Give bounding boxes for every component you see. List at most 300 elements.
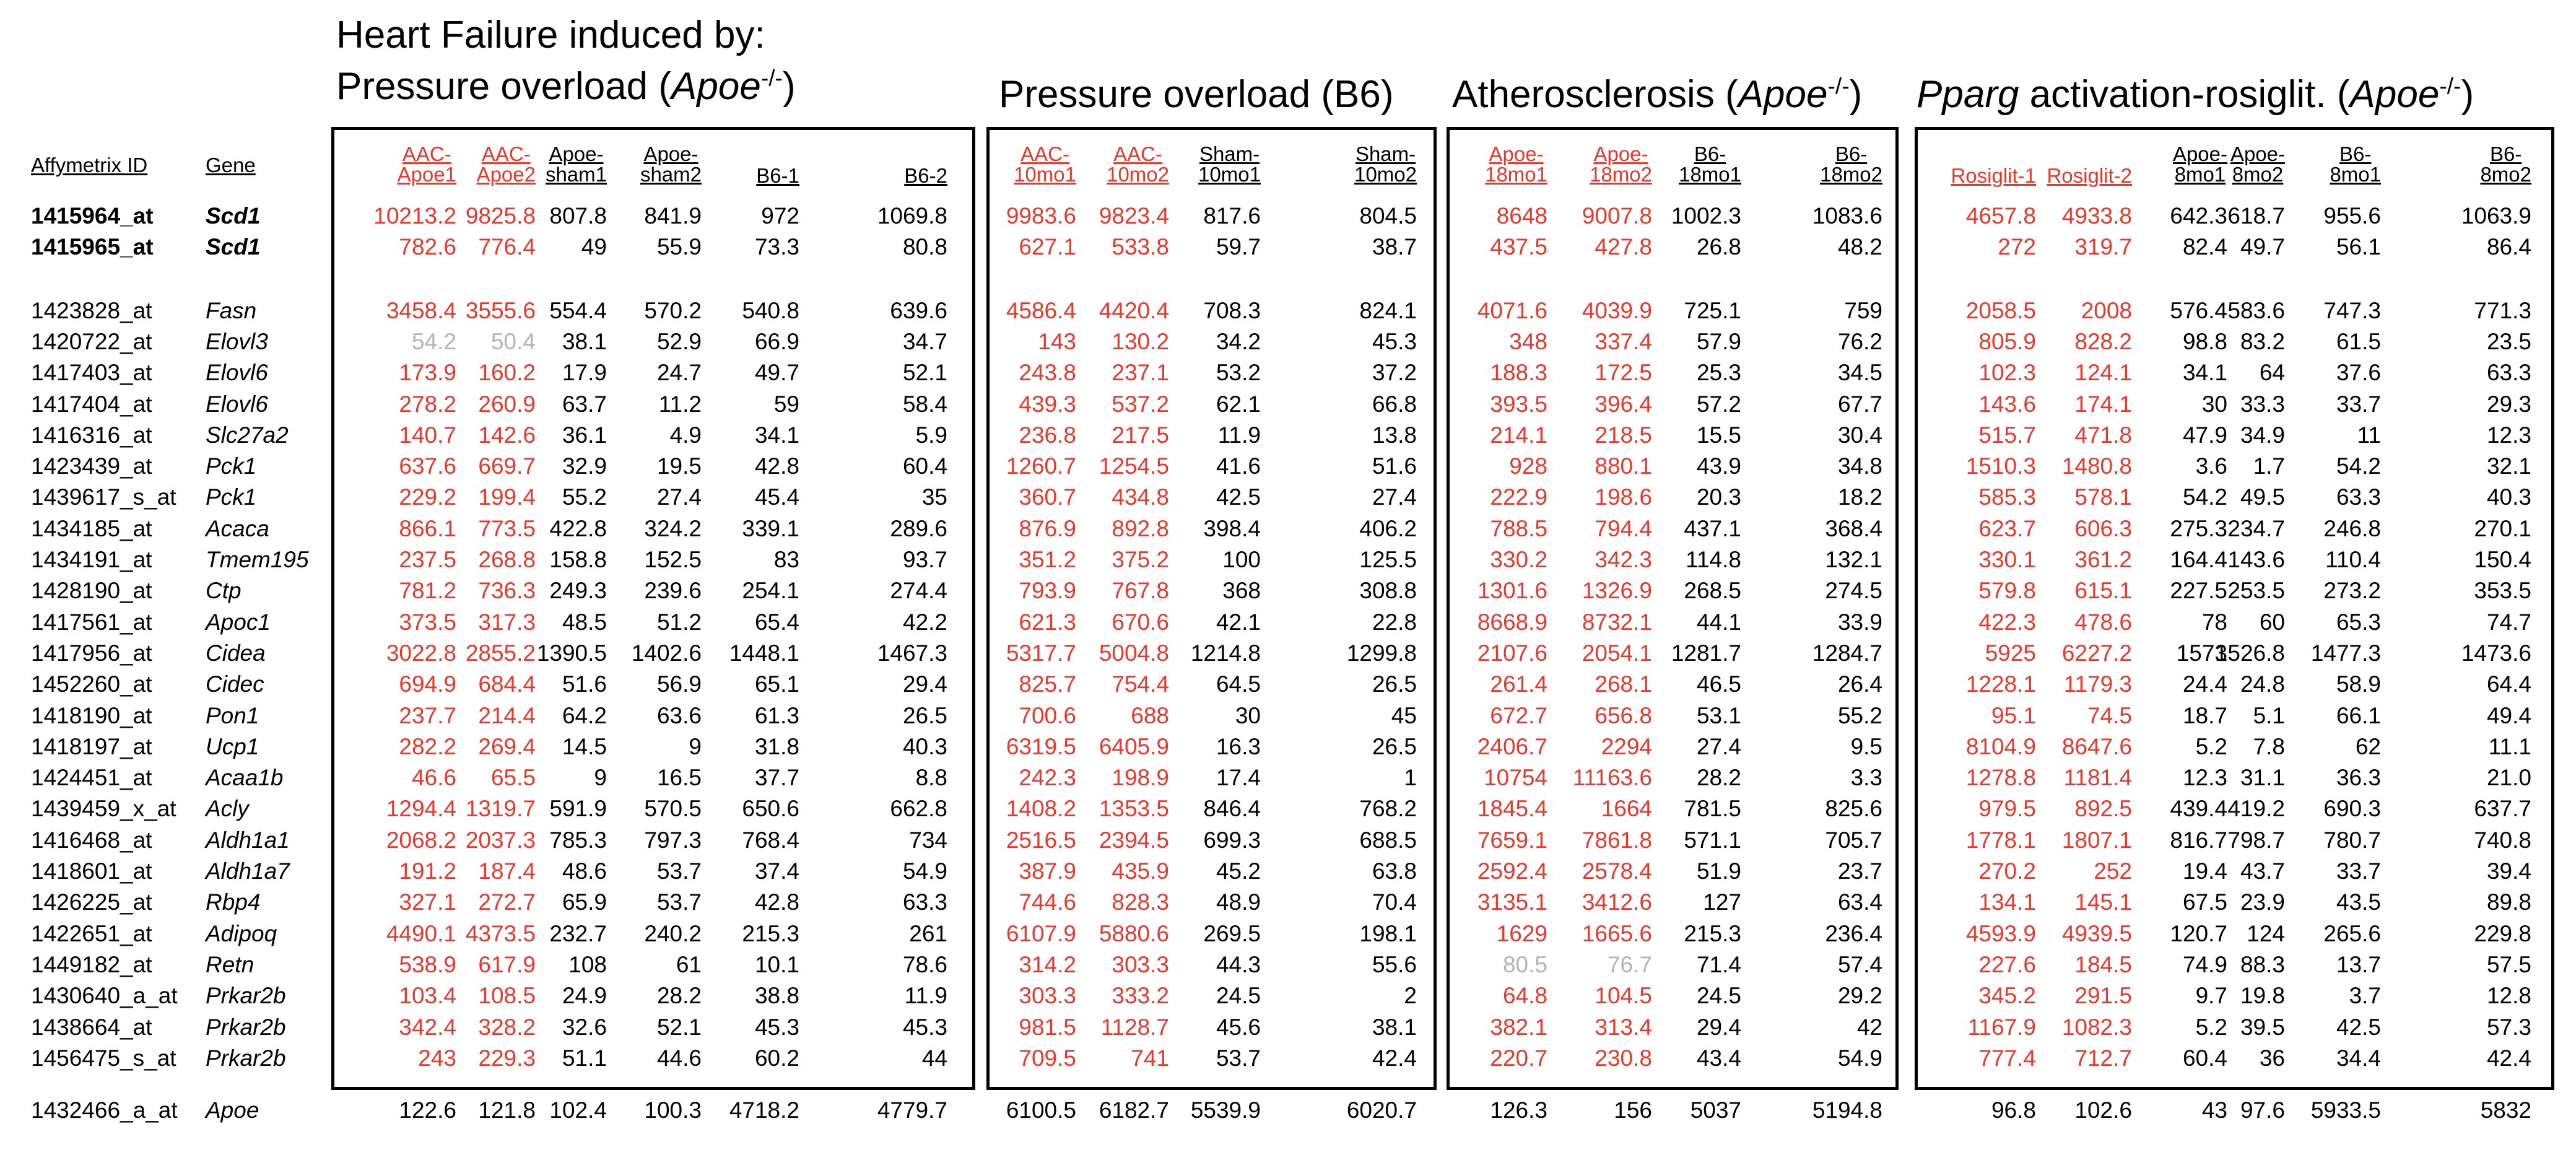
cell-g4-5: 955.6: [2323, 203, 2381, 229]
cell-g2-4: 688.5: [1359, 827, 1417, 853]
cell-g4-5: 1477.3: [2310, 640, 2381, 666]
cell-g4-6: 637.7: [2474, 796, 2531, 822]
cell-g2-1: 1260.7: [1006, 453, 1076, 479]
cell-g1-6: 45.3: [902, 1014, 947, 1040]
cell-g3-2: 427.8: [1595, 234, 1652, 260]
cell-g4-2: 291.5: [2074, 983, 2132, 1009]
cell-g3-4: 274.5: [1825, 578, 1882, 604]
cell-g1-1: 373.5: [399, 609, 456, 635]
col-header-g1-1: [398, 144, 456, 185]
row-gene: Elovl6: [206, 360, 268, 386]
cell-g1-5: 37.4: [754, 858, 799, 884]
cell-g1-6: 1069.8: [877, 203, 947, 229]
col-header-line2: 10mo1: [1014, 163, 1076, 186]
cell-g2-3: 45.6: [1216, 1014, 1261, 1040]
row-affy-id: 1423828_at: [31, 297, 152, 323]
row-affy-id: 1422651_at: [31, 920, 152, 946]
cell-g4-3: 120.7: [2170, 920, 2227, 946]
row-affy-id: 1417404_at: [31, 391, 152, 417]
cell-g2-4: 51.6: [1372, 453, 1417, 479]
cell-g4-4: 34.9: [2240, 422, 2285, 448]
col-header-line1: B6-: [2490, 142, 2522, 165]
row-affy-id: 1415965_at: [31, 234, 154, 260]
row-gene: Slc27a2: [206, 422, 289, 448]
cell-g1-3: 591.9: [549, 796, 607, 822]
cell-g4-2: 252: [2094, 858, 2132, 884]
col-header-g4-4: [2230, 144, 2285, 185]
footer-cell-g1-3: 102.4: [549, 1097, 607, 1123]
cell-g3-3: 437.1: [1684, 515, 1741, 541]
cell-g2-2: 533.8: [1112, 234, 1169, 260]
cell-g4-5: 58.9: [2336, 671, 2381, 697]
cell-g1-1: 173.9: [399, 360, 456, 386]
cell-g3-2: 9007.8: [1582, 203, 1652, 229]
cell-g2-3: 1214.8: [1190, 640, 1261, 666]
footer-gene: Apoe: [206, 1097, 259, 1123]
cell-g1-5: 1448.1: [729, 640, 799, 666]
cell-g4-5: 66.1: [2336, 702, 2381, 728]
cell-g1-1: 191.2: [399, 858, 456, 884]
cell-g1-1: 278.2: [399, 391, 456, 417]
cell-g2-1: 6319.5: [1006, 733, 1076, 759]
cell-g3-4: 34.5: [1837, 360, 1882, 386]
col-header-line1: Sham-: [1199, 142, 1260, 165]
cell-g4-6: 150.4: [2474, 547, 2531, 572]
cell-g4-6: 771.3: [2474, 297, 2531, 323]
cell-g4-5: 61.5: [2336, 328, 2381, 354]
footer-cell-g3-4: 5194.8: [1812, 1097, 1882, 1123]
cell-g4-4: 49.7: [2240, 234, 2285, 260]
cell-g3-1: 261.4: [1490, 671, 1547, 697]
cell-g3-1: 222.9: [1490, 484, 1547, 510]
cell-g4-5: 246.8: [2323, 515, 2381, 541]
cell-g4-3: 816.7: [2170, 827, 2227, 853]
cell-g1-6: 34.7: [902, 328, 947, 354]
cell-g4-3: 9.7: [2195, 983, 2227, 1009]
cell-g4-3: 275.3: [2170, 515, 2227, 541]
cell-g3-1: 2592.4: [1477, 858, 1547, 884]
cell-g4-4: 64: [2259, 360, 2285, 386]
cell-g1-5: 38.8: [754, 983, 799, 1009]
cell-g4-4: 798.7: [2227, 827, 2285, 853]
cell-g1-5: 254.1: [742, 578, 799, 604]
col-header-line1: Apoe-: [549, 142, 604, 165]
cell-g4-4: 36: [2259, 1045, 2285, 1071]
cell-g4-5: 33.7: [2336, 391, 2381, 417]
cell-g4-4: 253.5: [2227, 578, 2285, 604]
cell-g4-3: 439.4: [2170, 796, 2227, 822]
cell-g3-2: 76.7: [1607, 951, 1652, 977]
row-affy-id: 1438664_at: [31, 1014, 152, 1040]
cell-g1-3: 63.7: [562, 391, 607, 417]
cell-g4-4: 39.5: [2240, 1014, 2285, 1040]
row-affy-id: 1434191_at: [31, 547, 152, 572]
cell-g1-3: 807.8: [549, 203, 607, 229]
cell-g4-6: 42.4: [2486, 1045, 2531, 1071]
group4-title: Pparg activation-rosiglit. (Apoe-/-): [1917, 72, 2474, 116]
col-header-line2: 8mo2: [2480, 163, 2531, 186]
cell-g1-1: 3458.4: [386, 297, 456, 323]
cell-g3-3: 44.1: [1696, 609, 1741, 635]
cell-g4-2: 2008: [2081, 297, 2132, 323]
cell-g4-3: 164.4: [2170, 547, 2227, 572]
cell-g4-5: 65.3: [2336, 609, 2381, 635]
cell-g2-1: 709.5: [1019, 1045, 1076, 1071]
cell-g1-3: 32.6: [562, 1014, 607, 1040]
cell-g1-2: 4373.5: [465, 920, 536, 946]
footer-cell-g4-4: 97.6: [2240, 1097, 2285, 1123]
cell-g1-5: 73.3: [754, 234, 799, 260]
col-header-g2-2: [1107, 144, 1169, 185]
cell-g3-3: 571.1: [1684, 827, 1741, 853]
footer-cell-g1-4: 100.3: [644, 1097, 702, 1123]
cell-g1-1: 229.2: [399, 484, 456, 510]
cell-g4-2: 319.7: [2074, 234, 2132, 260]
cell-g3-1: 214.1: [1490, 422, 1547, 448]
cell-g2-2: 333.2: [1112, 983, 1169, 1009]
cell-g3-4: 3.3: [1850, 765, 1882, 791]
cell-g1-6: 54.9: [902, 858, 947, 884]
cell-g1-6: 44: [921, 1045, 947, 1071]
cell-g3-3: 20.3: [1696, 484, 1741, 510]
cell-g4-3: 19.4: [2182, 858, 2227, 884]
cell-g4-6: 63.3: [2486, 360, 2531, 386]
col-header-line2: 10mo2: [1354, 163, 1417, 186]
cell-g4-1: 1228.1: [1965, 671, 2036, 697]
footer-cell-g4-3: 43: [2201, 1097, 2227, 1123]
cell-g3-2: 2054.1: [1582, 640, 1652, 666]
cell-g1-3: 48.6: [562, 858, 607, 884]
cell-g1-2: 187.4: [478, 858, 536, 884]
cell-g4-5: 43.5: [2336, 889, 2381, 915]
cell-g3-2: 268.1: [1595, 671, 1652, 697]
cell-g1-3: 48.5: [562, 609, 607, 635]
cell-g4-5: 37.6: [2336, 360, 2381, 386]
cell-g2-4: 26.5: [1372, 671, 1417, 697]
cell-g4-1: 330.1: [1978, 547, 2036, 572]
cell-g2-1: 876.9: [1019, 515, 1076, 541]
cell-g4-4: 1.7: [2253, 453, 2285, 479]
cell-g2-2: 688: [1131, 702, 1169, 728]
col-header-line1: AAC-: [402, 142, 451, 165]
cell-g3-1: 7659.1: [1477, 827, 1547, 853]
cell-g4-1: 227.6: [1978, 951, 2036, 977]
cell-g2-2: 767.8: [1112, 578, 1169, 604]
cell-g1-4: 53.7: [656, 858, 702, 884]
cell-g4-1: 1510.3: [1965, 453, 2036, 479]
footer-cell-g1-2: 121.8: [478, 1097, 536, 1123]
cell-g3-4: 57.4: [1837, 951, 1882, 977]
cell-g4-3: 30: [2201, 391, 2227, 417]
cell-g3-4: 67.7: [1837, 391, 1882, 417]
cell-g3-2: 1664: [1601, 796, 1652, 822]
cell-g3-2: 1326.9: [1582, 578, 1652, 604]
cell-g2-4: 406.2: [1359, 515, 1417, 541]
cell-g2-1: 627.1: [1019, 234, 1076, 260]
cell-g4-6: 1063.9: [2461, 203, 2531, 229]
cell-g4-1: 979.5: [1978, 796, 2036, 822]
cell-g4-1: 272: [1998, 234, 2036, 260]
cell-g3-2: 396.4: [1595, 391, 1652, 417]
cell-g4-3: 576.4: [2170, 297, 2227, 323]
cell-g4-6: 23.5: [2486, 328, 2531, 354]
row-gene: Ctp: [206, 578, 242, 604]
cell-g2-4: 824.1: [1359, 297, 1417, 323]
cell-g4-1: 422.3: [1978, 609, 2036, 635]
cell-g1-3: 49: [581, 234, 607, 260]
cell-g4-2: 615.1: [2074, 578, 2132, 604]
cell-g3-3: 26.8: [1696, 234, 1741, 260]
cell-g1-2: 617.9: [478, 951, 536, 977]
cell-g4-4: 49.5: [2240, 484, 2285, 510]
cell-g3-1: 437.5: [1490, 234, 1547, 260]
cell-g2-3: 53.2: [1216, 360, 1261, 386]
cell-g1-3: 785.3: [549, 827, 607, 853]
cell-g2-3: 62.1: [1216, 391, 1261, 417]
cell-g4-3: 60.4: [2182, 1045, 2227, 1071]
cell-g3-1: 2406.7: [1477, 733, 1547, 759]
cell-g4-1: 5925: [1985, 640, 2036, 666]
cell-g2-4: 66.8: [1372, 391, 1417, 417]
cell-g4-1: 8104.9: [1965, 733, 2036, 759]
cell-g1-5: 339.1: [742, 515, 799, 541]
cell-g2-3: 699.3: [1203, 827, 1261, 853]
col-header-line1: B6-: [2339, 142, 2372, 165]
cell-g1-1: 2068.2: [386, 827, 456, 853]
col-header-line2: 18mo1: [1679, 163, 1741, 186]
cell-g2-1: 5317.7: [1006, 640, 1076, 666]
cell-g1-2: 1319.7: [465, 796, 536, 822]
cell-g1-4: 27.4: [656, 484, 702, 510]
footer-cell-g1-1: 122.6: [399, 1097, 456, 1123]
cell-g3-2: 11163.6: [1572, 765, 1652, 791]
cell-g4-5: 690.3: [2323, 796, 2381, 822]
cell-g1-6: 78.6: [902, 951, 947, 977]
cell-g2-2: 537.2: [1112, 391, 1169, 417]
cell-g4-3: 74.9: [2182, 951, 2227, 977]
cell-g1-6: 80.8: [902, 234, 947, 260]
cell-g1-4: 63.6: [656, 702, 702, 728]
cell-g4-5: 56.1: [2336, 234, 2381, 260]
cell-g1-2: 199.4: [478, 484, 536, 510]
cell-g4-3: 5.2: [2195, 733, 2227, 759]
cell-g4-3: 12.3: [2182, 765, 2227, 791]
cell-g4-3: 98.8: [2182, 328, 2227, 354]
row-affy-id: 1420722_at: [31, 328, 152, 354]
cell-g4-1: 805.9: [1978, 328, 2036, 354]
cell-g3-2: 337.4: [1595, 328, 1652, 354]
cell-g1-4: 841.9: [644, 203, 702, 229]
cell-g3-2: 104.5: [1595, 983, 1652, 1009]
cell-g3-4: 368.4: [1825, 515, 1882, 541]
cell-g3-1: 4071.6: [1477, 297, 1547, 323]
cell-g4-1: 1278.8: [1965, 765, 2036, 791]
col-header-line1: Sham-: [1355, 142, 1416, 165]
cell-g2-3: 41.6: [1216, 453, 1261, 479]
cell-g3-3: 24.5: [1696, 983, 1741, 1009]
cell-g4-5: 42.5: [2336, 1014, 2381, 1040]
cell-g4-2: 174.1: [2074, 391, 2132, 417]
footer-cell-g4-5: 5933.5: [2310, 1097, 2381, 1123]
cell-g1-3: 17.9: [562, 360, 607, 386]
cell-g2-3: 269.5: [1203, 920, 1261, 946]
cell-g4-3: 34.1: [2182, 360, 2227, 386]
cell-g3-1: 928: [1509, 453, 1547, 479]
cell-g1-6: 289.6: [890, 515, 947, 541]
cell-g2-1: 351.2: [1019, 547, 1076, 572]
footer-cell-g3-3: 5037: [1690, 1097, 1741, 1123]
cell-g4-1: 143.6: [1978, 391, 2036, 417]
cell-g3-1: 8668.9: [1477, 609, 1547, 635]
cell-g1-1: 140.7: [399, 422, 456, 448]
cell-g4-5: 36.3: [2336, 765, 2381, 791]
cell-g3-1: 8648: [1496, 203, 1547, 229]
cell-g1-4: 570.5: [644, 796, 702, 822]
col-header-line2: 8mo1: [2174, 163, 2226, 186]
cell-g1-1: 781.2: [399, 578, 456, 604]
cell-g2-3: 11.9: [1217, 422, 1261, 448]
cell-g4-6: 40.3: [2486, 484, 2531, 510]
cell-g2-4: 26.5: [1372, 733, 1417, 759]
cell-g2-4: 70.4: [1372, 889, 1417, 915]
cell-g4-6: 64.4: [2486, 671, 2531, 697]
cell-g2-3: 368: [1222, 578, 1261, 604]
cell-g1-4: 152.5: [644, 547, 702, 572]
cell-g1-5: 65.1: [754, 671, 799, 697]
row-gene: Pck1: [206, 484, 257, 510]
cell-g4-1: 4657.8: [1965, 203, 2036, 229]
row-gene: Elovl3: [206, 328, 268, 354]
footer-cell-g4-2: 102.6: [2074, 1097, 2132, 1123]
cell-g1-6: 52.1: [902, 360, 947, 386]
cell-g2-3: 64.5: [1216, 671, 1261, 697]
cell-g3-2: 656.8: [1595, 702, 1652, 728]
cell-g4-2: 471.8: [2074, 422, 2132, 448]
row-affy-id: 1428190_at: [31, 578, 152, 604]
row-affy-id: 1439459_x_at: [31, 796, 176, 822]
cell-g1-1: 3022.8: [386, 640, 456, 666]
col-header-g4-1: Rosiglit-1: [1951, 164, 2036, 187]
col-header-line1: Apoe-: [643, 142, 698, 165]
col-header-g4-2: Rosiglit-2: [2047, 164, 2132, 187]
cell-g2-2: 1128.7: [1100, 1014, 1169, 1040]
cell-g4-6: 57.5: [2486, 951, 2531, 977]
col-header-line1: Apoe-: [1593, 142, 1648, 165]
cell-g1-6: 26.5: [902, 702, 947, 728]
cell-g3-2: 198.6: [1595, 484, 1652, 510]
cell-g2-2: 375.2: [1112, 547, 1169, 572]
cell-g2-4: 63.8: [1372, 858, 1417, 884]
footer-cell-g3-1: 126.3: [1490, 1097, 1547, 1123]
row-affy-id: 1452260_at: [31, 671, 152, 697]
cell-g4-6: 1473.6: [2461, 640, 2531, 666]
cell-g3-4: 55.2: [1837, 702, 1882, 728]
cell-g3-4: 18.2: [1837, 484, 1882, 510]
cell-g2-4: 45: [1391, 702, 1417, 728]
cell-g3-4: 54.9: [1837, 1045, 1882, 1071]
cell-g1-3: 108: [568, 951, 607, 977]
cell-g2-3: 30: [1235, 702, 1261, 728]
cell-g3-3: 43.9: [1696, 453, 1741, 479]
cell-g3-4: 1083.6: [1812, 203, 1882, 229]
cell-g4-5: 63.3: [2336, 484, 2381, 510]
cell-g1-6: 5.9: [915, 422, 947, 448]
cell-g1-6: 274.4: [890, 578, 947, 604]
footer-cell-g2-4: 6020.7: [1346, 1097, 1417, 1123]
cell-g2-1: 243.8: [1019, 360, 1076, 386]
cell-g2-3: 708.3: [1203, 297, 1261, 323]
cell-g2-1: 439.3: [1019, 391, 1076, 417]
cell-g4-1: 270.2: [1978, 858, 2036, 884]
cell-g4-3: 227.5: [2170, 578, 2227, 604]
row-gene: Pck1: [206, 453, 257, 479]
cell-g1-5: 60.2: [754, 1045, 799, 1071]
cell-g4-2: 828.2: [2074, 328, 2132, 354]
cell-g2-2: 434.8: [1112, 484, 1169, 510]
col-header-g1-6: B6-2: [904, 164, 947, 187]
cell-g2-2: 754.4: [1112, 671, 1169, 697]
row-gene: Ucp1: [206, 733, 259, 759]
cell-g3-2: 3412.6: [1582, 889, 1652, 915]
footer-cell-g2-3: 5539.9: [1190, 1097, 1261, 1123]
cell-g4-2: 712.7: [2074, 1045, 2132, 1071]
cell-g3-3: 27.4: [1696, 733, 1741, 759]
cell-g3-2: 342.3: [1595, 547, 1652, 572]
cell-g1-4: 52.9: [656, 328, 702, 354]
row-gene: Retn: [206, 951, 255, 977]
cell-g4-5: 34.4: [2336, 1045, 2381, 1071]
cell-g1-5: 59: [773, 391, 799, 417]
cell-g1-5: 650.6: [742, 796, 799, 822]
cell-g1-1: 243: [418, 1045, 456, 1071]
cell-g1-1: 637.6: [399, 453, 456, 479]
col-header-line1: Apoe-: [1489, 142, 1544, 165]
group1-title: Pressure overload (Apoe-/-): [336, 64, 796, 108]
cell-g4-1: 102.3: [1978, 360, 2036, 386]
cell-g1-4: 570.2: [644, 297, 702, 323]
row-affy-id: 1418601_at: [31, 858, 152, 884]
cell-g1-4: 4.9: [669, 422, 702, 448]
cell-g4-2: 1082.3: [2061, 1014, 2132, 1040]
cell-g3-1: 330.2: [1490, 547, 1547, 572]
cell-g2-2: 892.8: [1112, 515, 1169, 541]
cell-g4-6: 12.3: [2486, 422, 2531, 448]
cell-g4-2: 1807.1: [2061, 827, 2132, 853]
col-header-line1: Apoe-: [2172, 142, 2227, 165]
cell-g3-4: 705.7: [1825, 827, 1882, 853]
cell-g3-1: 80.5: [1502, 951, 1547, 977]
cell-g1-1: 694.9: [399, 671, 456, 697]
cell-g3-4: 33.9: [1837, 609, 1882, 635]
cell-g3-4: 76.2: [1837, 328, 1882, 354]
cell-g3-1: 1629: [1496, 920, 1547, 946]
cell-g1-3: 36.1: [562, 422, 607, 448]
cell-g4-2: 4939.5: [2061, 920, 2132, 946]
cell-g4-1: 2058.5: [1965, 297, 2036, 323]
cell-g1-5: 37.7: [754, 765, 799, 791]
cell-g4-2: 124.1: [2074, 360, 2132, 386]
cell-g2-4: 2: [1404, 983, 1417, 1009]
cell-g4-1: 4593.9: [1965, 920, 2036, 946]
cell-g1-4: 19.5: [656, 453, 702, 479]
row-affy-id: 1417403_at: [31, 360, 152, 386]
cell-g4-1: 623.7: [1978, 515, 2036, 541]
cell-g1-2: 2037.3: [465, 827, 536, 853]
cell-g3-3: 53.1: [1696, 702, 1741, 728]
cell-g3-1: 1301.6: [1477, 578, 1547, 604]
cell-g1-4: 28.2: [656, 983, 702, 1009]
cell-g3-3: 43.4: [1696, 1045, 1741, 1071]
